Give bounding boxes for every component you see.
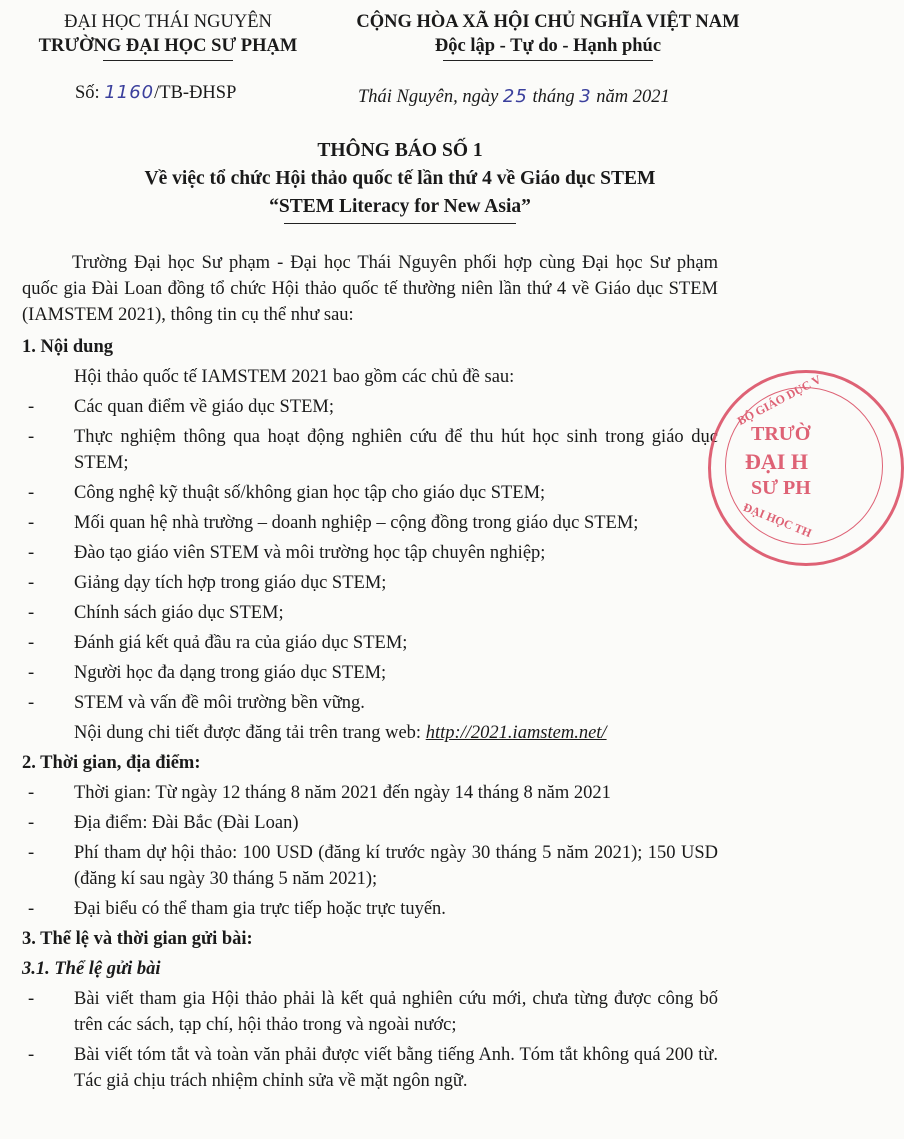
list-item: - Đào tạo giáo viên STEM và môi trường học tập chuyên nghiệp; (28, 543, 546, 563)
list-item: - Các quan điểm về giáo dục STEM; (28, 397, 334, 417)
motto-underline (443, 60, 653, 61)
section-3-1-heading: 3.1. Thể lệ gửi bài (22, 959, 161, 979)
section-1-web (22, 720, 718, 746)
list-item: - Phí tham dự hội thảo: 100 USD (đăng kí trước ngày 30 tháng 5 năm 2021); 150 USD (đăng kí sau ngày 30 tháng 5 năm 2021); (28, 843, 718, 889)
document-body (22, 250, 718, 1098)
list-item: - Địa điểm: Đài Bắc (Đài Loan) (28, 813, 299, 833)
list-item: - Thực nghiệm thông qua hoạt động nghiên cứu để thu hút học sinh trong giáo dục STEM; (28, 427, 718, 473)
web-link[interactable]: http://2021.iamstem.net/ (425, 723, 607, 743)
list-item: - Giảng dạy tích hợp trong giáo dục STEM; (28, 573, 387, 593)
section-1-topic-list (22, 394, 718, 716)
notice-subject: Về việc tổ chức Hội thảo quốc tế lần thứ 4 về Giáo dục STEM (144, 168, 656, 189)
title-underline (284, 223, 516, 224)
section-1-heading: 1. Nội dung (22, 337, 113, 357)
intro-paragraph: Trường Đại học Sư phạm - Đại học Thái Nguyên phối hợp cùng Đại học Sư phạm quốc gia Đài Loan đồng tổ chức Hội thảo quốc tế thường niên lần thứ 4 về Giáo dục STEM (IAMSTEM 2021), thông tin cụ thể như sau: (22, 253, 718, 325)
issuer-header (28, 10, 308, 61)
national-header (318, 10, 778, 61)
issuer-underline (103, 60, 233, 61)
list-item: - Đại biểu có thể tham gia trực tiếp hoặc trực tuyến. (28, 899, 446, 919)
university-seal-stamp (708, 370, 904, 566)
reference-handwritten-number: 1160 (104, 82, 155, 103)
date-month: 3 (579, 86, 592, 107)
issuer-parent: ĐẠI HỌC THÁI NGUYÊN (64, 12, 272, 32)
section-1-lead: Hội thảo quốc tế IAMSTEM 2021 bao gồm các chủ đề sau: (74, 367, 515, 387)
national-title: CỘNG HÒA XÃ HỘI CHỦ NGHĨA VIỆT NAM (356, 12, 740, 32)
notice-title (0, 137, 800, 224)
web-text: Nội dung chi tiết được đăng tải trên trang web: (74, 723, 422, 743)
list-item: - Bài viết tóm tắt và toàn văn phải được viết bằng tiếng Anh. Tóm tắt không quá 200 từ. Tác giả chịu trách nhiệm chỉnh sửa về mặt ngôn ngữ. (28, 1045, 718, 1091)
reference-suffix: /TB-ĐHSP (154, 83, 237, 103)
date-line (358, 86, 670, 108)
date-year: năm 2021 (596, 87, 670, 107)
date-place: Thái Nguyên, ngày (358, 87, 499, 107)
issuer-school: TRƯỜNG ĐẠI HỌC SƯ PHẠM (38, 36, 298, 56)
reference-prefix: Số: (75, 83, 100, 103)
seal-line-3: SƯ PH (751, 477, 811, 499)
seal-ring-text: BỘ GIÁO DỤC V (734, 372, 824, 429)
notice-heading: THÔNG BÁO SỐ 1 (317, 140, 483, 161)
date-day: 25 (502, 86, 528, 107)
list-item: - Thời gian: Từ ngày 12 tháng 8 năm 2021 đến ngày 14 tháng 8 năm 2021 (28, 783, 611, 803)
national-motto: Độc lập - Tự do - Hạnh phúc (434, 36, 662, 56)
section-3-heading: 3. Thể lệ và thời gian gửi bài: (22, 929, 253, 949)
date-month-word: tháng (532, 87, 575, 107)
list-item: - STEM và vấn đề môi trường bền vững. (28, 693, 365, 713)
section-3-list (22, 986, 718, 1094)
section-2-heading: 2. Thời gian, địa điểm: (22, 753, 201, 773)
list-item: - Người học đa dạng trong giáo dục STEM; (28, 663, 387, 683)
reference-number (75, 82, 236, 104)
list-item: - Bài viết tham gia Hội thảo phải là kết quả nghiên cứu mới, chưa từng được công bố trên các sách, tạp chí, hội thảo trong và ngoài nước; (28, 989, 718, 1035)
notice-theme: “STEM Literacy for New Asia” (269, 196, 531, 217)
list-item: - Công nghệ kỹ thuật số/không gian học tập cho giáo dục STEM; (28, 483, 546, 503)
list-item: - Đánh giá kết quả đầu ra của giáo dục STEM; (28, 633, 408, 653)
seal-bottom-text: ĐẠI HỌC TH (741, 499, 814, 541)
list-item: - Chính sách giáo dục STEM; (28, 603, 284, 623)
section-2-list (22, 780, 718, 922)
seal-line-1: TRƯỜ (751, 423, 811, 445)
list-item: - Mối quan hệ nhà trường – doanh nghiệp – cộng đồng trong giáo dục STEM; (28, 513, 639, 533)
seal-line-2: ĐẠI H (745, 449, 808, 474)
